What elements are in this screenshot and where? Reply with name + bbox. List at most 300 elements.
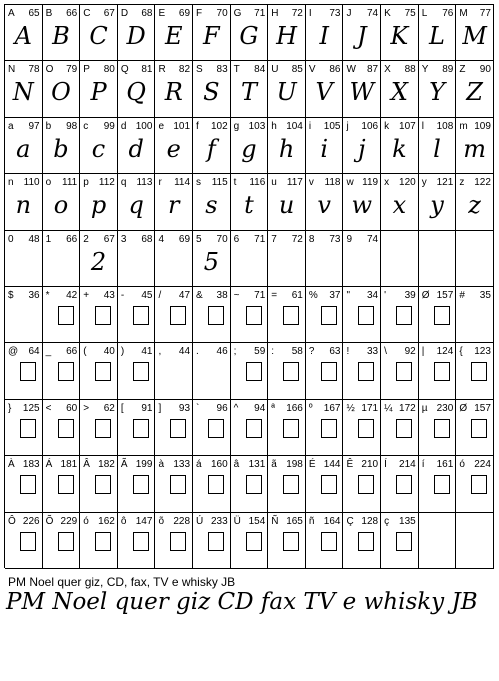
missing-glyph-box (471, 475, 487, 494)
missing-glyph-box (170, 419, 186, 438)
char-label: ] (158, 402, 162, 414)
glyph-cell (419, 343, 457, 399)
missing-glyph-box (133, 475, 149, 494)
cell-label (309, 403, 341, 414)
missing-glyph-box (321, 475, 337, 494)
glyph-cell (231, 174, 269, 230)
char-code: 172 (399, 402, 416, 414)
missing-glyph-box (434, 306, 450, 325)
glyph-row (5, 118, 494, 174)
glyph-cell (343, 118, 381, 174)
char-code: 81 (141, 64, 153, 76)
cell-label (121, 403, 153, 414)
char-label: z (459, 177, 465, 189)
cell-label (271, 121, 303, 132)
cell-label (121, 121, 153, 132)
char-code: 92 (404, 346, 416, 358)
glyph-cell (118, 400, 156, 456)
cell-label (309, 121, 341, 132)
cell-label (384, 459, 416, 470)
glyph-row (5, 61, 494, 117)
glyph-sample: b (53, 134, 69, 163)
char-label: ¼ (384, 402, 393, 414)
glyph-cell (193, 400, 231, 456)
char-code: 97 (28, 120, 40, 132)
missing-glyph-box (95, 419, 111, 438)
glyph-cell (419, 456, 457, 512)
char-label: o (45, 177, 52, 189)
glyph-cell (419, 513, 457, 569)
char-label: s (196, 177, 202, 189)
missing-glyph-box (95, 532, 111, 551)
char-label: 5 (196, 233, 202, 245)
cell-label (8, 346, 40, 357)
glyph-cell (231, 118, 269, 174)
cell-label (121, 64, 153, 75)
glyph-sample: W (349, 78, 375, 107)
char-label: ª (271, 402, 275, 414)
glyph-row (5, 513, 494, 569)
glyph-sample: T (240, 78, 257, 107)
glyph-cell (456, 400, 494, 456)
cell-label (384, 290, 416, 301)
glyph-sample: M (462, 22, 487, 50)
char-label: l (421, 120, 424, 132)
glyph-cell (306, 343, 344, 399)
cell-label (8, 459, 40, 470)
char-label: õ (158, 515, 164, 527)
glyph-cell (419, 231, 457, 287)
cell-label (346, 234, 378, 245)
cell-label (8, 403, 40, 414)
glyph-sample: u (278, 191, 295, 220)
char-label: S (196, 64, 203, 76)
missing-glyph-box (358, 532, 374, 551)
cell-label (346, 290, 378, 301)
char-label: { (459, 346, 463, 358)
glyph-sample: 5 (203, 247, 219, 276)
char-code: 91 (141, 402, 153, 414)
glyph-cell (5, 61, 43, 117)
char-code: 165 (286, 515, 303, 527)
cell-label (46, 121, 78, 132)
glyph-cell (155, 287, 193, 343)
missing-glyph-box (133, 419, 149, 438)
glyph-cell (118, 174, 156, 230)
char-label: C (83, 8, 91, 19)
cell-label (422, 121, 454, 132)
glyph-sample: j (358, 134, 366, 163)
char-code: 112 (98, 177, 115, 189)
char-label: B (45, 8, 53, 19)
cell-label (422, 177, 454, 188)
char-label: Õ (45, 515, 54, 527)
cell-label (158, 459, 190, 470)
char-label: 6 (233, 233, 240, 245)
cell-label (83, 121, 115, 132)
cell-label (459, 64, 491, 75)
char-label: 4 (158, 233, 164, 245)
glyph-cell (306, 513, 344, 569)
char-label: V (308, 64, 316, 76)
char-label: â (233, 459, 240, 471)
glyph-cell (381, 5, 419, 61)
char-code: 113 (136, 177, 153, 189)
char-code: 123 (474, 346, 491, 358)
glyph-sample: R (164, 78, 183, 107)
glyph-cell (419, 61, 457, 117)
char-code: 160 (210, 459, 228, 471)
char-label: L (421, 8, 428, 19)
glyph-cell (80, 5, 118, 61)
glyph-cell (231, 343, 269, 399)
glyph-sample: a (16, 134, 31, 163)
cell-label (83, 290, 115, 301)
char-code: 198 (286, 459, 303, 471)
missing-glyph-box (246, 475, 262, 494)
glyph-cell (43, 5, 81, 61)
cell-label (83, 177, 115, 188)
char-code: 67 (103, 8, 115, 19)
char-code: 35 (479, 289, 491, 301)
glyph-cell (343, 287, 381, 343)
cell-label (196, 8, 228, 19)
glyph-cell (5, 5, 43, 61)
glyph-row (5, 400, 494, 456)
char-code: 87 (366, 64, 379, 76)
glyph-cell (193, 5, 231, 61)
glyph-sample: c (91, 134, 106, 163)
missing-glyph-box (170, 475, 186, 494)
char-label: : (271, 346, 275, 358)
glyph-sample: n (15, 191, 32, 220)
cell-label (384, 346, 416, 357)
glyph-sample: Z (466, 78, 483, 107)
char-label: i (308, 120, 312, 132)
char-code: 114 (174, 177, 191, 189)
glyph-cell (268, 231, 306, 287)
glyph-sample: 2 (90, 247, 107, 276)
glyph-sample: B (52, 22, 70, 50)
char-code: 41 (141, 346, 153, 358)
glyph-cell (43, 287, 81, 343)
glyph-cell (381, 456, 419, 512)
glyph-cell (118, 61, 156, 117)
glyph-row (5, 174, 494, 230)
missing-glyph-box (58, 306, 74, 325)
char-label: $ (8, 289, 14, 301)
char-label: < (45, 402, 52, 414)
cell-label (422, 8, 454, 19)
cell-label (46, 290, 78, 301)
char-code: 199 (135, 459, 153, 471)
char-label: ( (83, 346, 87, 358)
glyph-cell (5, 400, 43, 456)
char-code: 38 (216, 289, 228, 301)
cell-label (384, 403, 416, 414)
cell-label (346, 64, 378, 75)
char-label: p (83, 177, 89, 189)
glyph-cell (268, 61, 306, 117)
glyph-sample: O (51, 78, 71, 107)
glyph-cell (381, 118, 419, 174)
char-code: 61 (291, 289, 303, 301)
glyph-cell (80, 513, 118, 569)
glyph-cell (306, 118, 344, 174)
glyph-cell (5, 456, 43, 512)
cell-label (271, 459, 303, 470)
glyph-cell (118, 118, 156, 174)
cell-label (346, 346, 378, 357)
glyph-sample: Q (126, 78, 146, 107)
char-label: | (421, 346, 425, 358)
char-code: 75 (404, 8, 416, 19)
char-code: 36 (28, 289, 40, 301)
glyph-cell (381, 400, 419, 456)
char-label: µ (421, 402, 428, 414)
char-code: 90 (479, 64, 491, 76)
missing-glyph-box (20, 532, 36, 551)
char-code: 80 (103, 64, 115, 76)
glyph-cell (456, 287, 494, 343)
char-label: e (158, 120, 164, 132)
glyph-cell (419, 400, 457, 456)
char-label: D (120, 8, 129, 19)
cell-label (8, 234, 40, 245)
char-label: v (308, 177, 314, 189)
char-code: 68 (141, 233, 153, 245)
cell-label (422, 459, 454, 470)
char-label: # (459, 289, 465, 301)
char-label: É (308, 459, 316, 471)
cell-label (121, 234, 153, 245)
cell-label (8, 290, 40, 301)
glyph-cell (155, 231, 193, 287)
char-label: 3 (120, 233, 127, 245)
char-code: 226 (22, 515, 40, 527)
cell-label (46, 516, 78, 527)
glyph-sample: t (244, 191, 254, 220)
char-code: 157 (474, 402, 491, 414)
glyph-cell (381, 61, 419, 117)
glyph-cell (306, 456, 344, 512)
cell-label (196, 64, 228, 75)
char-code: 63 (329, 346, 341, 358)
char-label: / (158, 289, 162, 301)
char-code: 133 (173, 459, 191, 471)
char-label: Ø (421, 289, 430, 301)
glyph-cell (5, 231, 43, 287)
char-code: 71 (254, 289, 266, 301)
glyph-cell (268, 174, 306, 230)
cell-label (158, 8, 190, 19)
cell-label (384, 177, 416, 188)
cell-label (309, 290, 341, 301)
cell-label (234, 177, 266, 188)
char-label: , (158, 346, 162, 358)
glyph-cell (456, 231, 494, 287)
char-label: 8 (308, 233, 315, 245)
glyph-sample: F (203, 22, 220, 50)
missing-glyph-box (20, 419, 36, 438)
char-label: ^ (233, 402, 239, 414)
char-code: 69 (178, 8, 191, 19)
glyph-sample: N (12, 78, 34, 107)
sample-rendered-text: PM Noel quer giz CD fax TV e whisky JB (6, 589, 478, 615)
char-label: Í (384, 459, 387, 471)
char-code: 228 (173, 515, 191, 527)
char-code: 84 (254, 64, 266, 76)
char-code: 77 (479, 8, 491, 19)
glyph-cell (343, 513, 381, 569)
missing-glyph-box (396, 306, 412, 325)
char-label: M (459, 8, 468, 19)
char-label: H (271, 8, 279, 19)
glyph-cell (343, 400, 381, 456)
glyph-sample: p (90, 191, 107, 220)
cell-label (83, 403, 115, 414)
cell-label (422, 403, 454, 414)
cell-label (83, 64, 115, 75)
glyph-cell (306, 5, 344, 61)
cell-label (158, 516, 190, 527)
char-code: 58 (291, 346, 303, 358)
char-label: Ñ (271, 515, 279, 527)
missing-glyph-box (358, 362, 374, 381)
char-code: 82 (178, 64, 191, 76)
missing-glyph-box (434, 475, 450, 494)
glyph-sample: V (315, 78, 333, 107)
glyph-row (5, 287, 494, 343)
missing-glyph-box (208, 532, 224, 551)
char-code: 42 (66, 289, 78, 301)
glyph-cell (118, 231, 156, 287)
cell-label (158, 234, 190, 245)
missing-glyph-box (170, 306, 186, 325)
glyph-cell (268, 118, 306, 174)
glyph-cell (456, 5, 494, 61)
char-code: 65 (28, 8, 40, 19)
char-label: í (421, 459, 425, 471)
cell-label (196, 121, 228, 132)
cell-label (8, 64, 40, 75)
char-code: 34 (366, 289, 379, 301)
cell-label (271, 403, 303, 414)
char-code: 66 (66, 346, 78, 358)
char-label: Q (120, 64, 129, 76)
missing-glyph-box (58, 362, 74, 381)
glyph-cell (381, 287, 419, 343)
char-label: ` (196, 402, 200, 414)
char-code: 46 (216, 346, 228, 358)
cell-label (459, 121, 491, 132)
missing-glyph-box (321, 532, 337, 551)
char-code: 74 (366, 233, 379, 245)
char-label: º (308, 402, 313, 414)
cell-label (234, 8, 266, 19)
glyph-cell (231, 61, 269, 117)
cell-label (121, 8, 153, 19)
char-code: 73 (329, 8, 341, 19)
cell-label (121, 346, 153, 357)
missing-glyph-box (58, 475, 74, 494)
glyph-cell (5, 287, 43, 343)
cell-label (346, 177, 378, 188)
missing-glyph-box (20, 362, 36, 381)
glyph-cell (5, 513, 43, 569)
cell-label (346, 8, 378, 19)
char-label: g (233, 120, 240, 132)
glyph-cell (118, 513, 156, 569)
char-code: 105 (323, 120, 341, 132)
glyph-sample: Y (429, 78, 445, 107)
cell-label (158, 177, 190, 188)
cell-label (46, 346, 78, 357)
char-label: q (120, 177, 127, 189)
cell-label (121, 290, 153, 301)
char-code: 106 (361, 120, 379, 132)
glyph-cell (5, 343, 43, 399)
cell-label (271, 8, 303, 19)
char-label: ? (308, 346, 315, 358)
glyph-cell (268, 343, 306, 399)
glyph-sample: i (320, 134, 329, 163)
sample-caption: PM Noel quer giz, CD, fax, TV e whisky JB (8, 575, 236, 589)
char-label: ó (459, 459, 465, 471)
cell-label (459, 346, 491, 357)
char-code: 62 (103, 402, 115, 414)
char-code: 44 (178, 346, 191, 358)
glyph-sample: e (166, 134, 181, 163)
char-label: P (83, 64, 90, 76)
missing-glyph-box (396, 532, 412, 551)
glyph-cell (306, 400, 344, 456)
cell-label (121, 516, 153, 527)
cell-label (384, 121, 416, 132)
missing-glyph-box (246, 419, 262, 438)
char-code: 104 (286, 120, 303, 132)
char-label: T (233, 64, 240, 76)
glyph-cell (43, 61, 81, 117)
char-code: 66 (66, 8, 78, 19)
cell-label (196, 177, 228, 188)
char-code: 72 (291, 233, 303, 245)
char-code: 48 (28, 233, 40, 245)
glyph-sample: E (164, 22, 183, 50)
glyph-cell (155, 456, 193, 512)
char-code: 116 (249, 177, 266, 189)
char-label: b (45, 120, 52, 132)
glyph-sample: x (392, 191, 407, 220)
char-code: 171 (361, 402, 379, 414)
glyph-cell (231, 513, 269, 569)
missing-glyph-box (283, 475, 299, 494)
glyph-cell (231, 400, 269, 456)
glyph-cell (155, 118, 193, 174)
cell-label (196, 459, 228, 470)
glyph-cell (43, 400, 81, 456)
glyph-sample: v (317, 191, 331, 220)
cell-label (271, 177, 303, 188)
glyph-cell (306, 231, 344, 287)
cell-label (46, 403, 78, 414)
glyph-sample: s (205, 191, 218, 220)
char-code: 162 (98, 515, 115, 527)
cell-label (422, 290, 454, 301)
missing-glyph-box (321, 362, 337, 381)
missing-glyph-box (434, 362, 450, 381)
missing-glyph-box (170, 532, 186, 551)
